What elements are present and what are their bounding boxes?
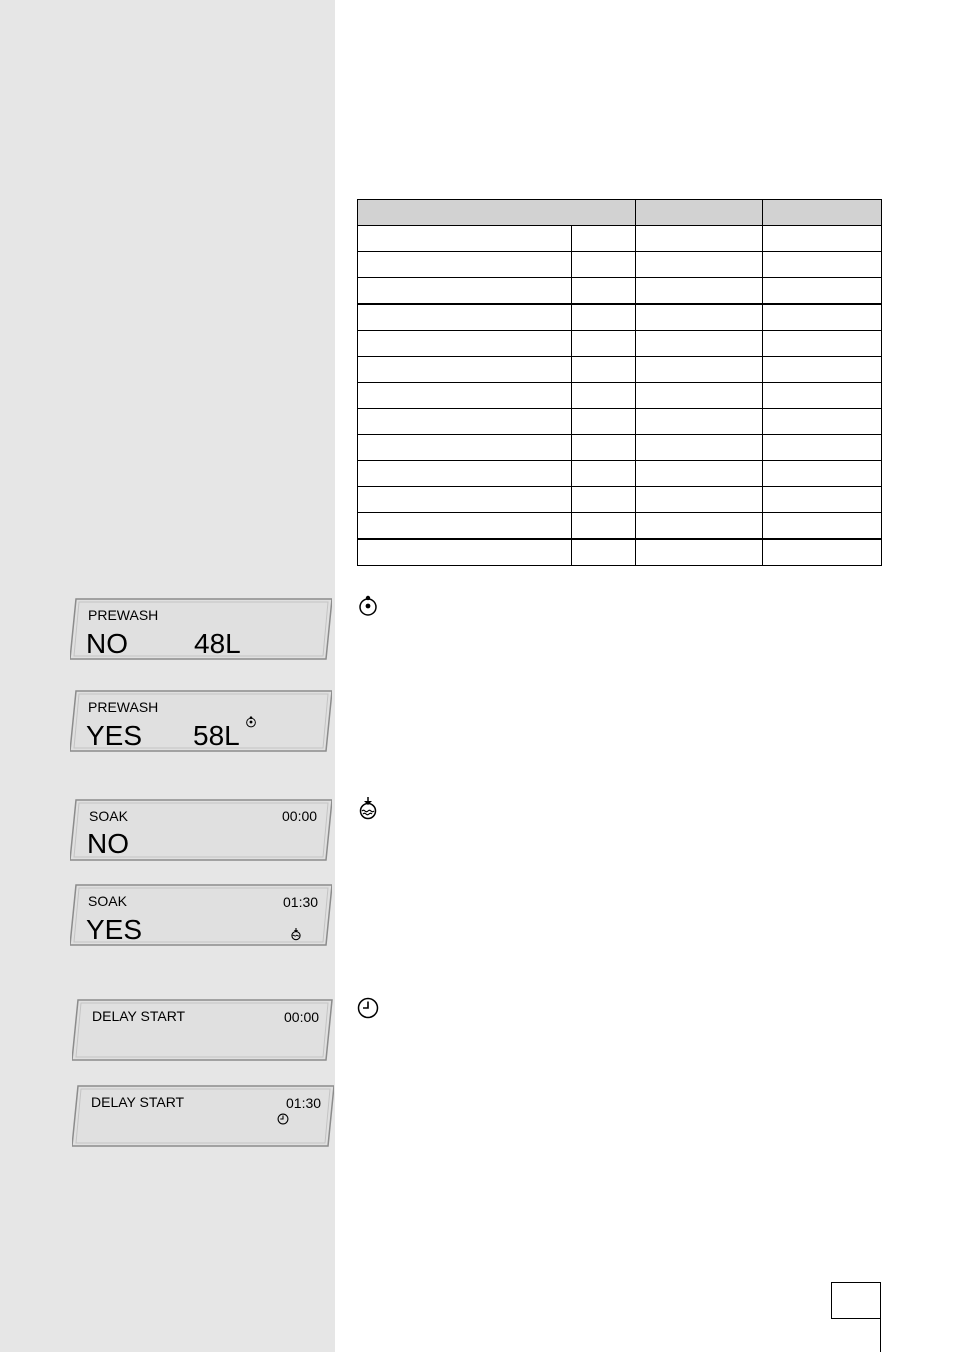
table-cell	[636, 383, 763, 409]
table-cell	[572, 461, 636, 487]
table-grid	[357, 199, 882, 566]
table-cell	[358, 278, 572, 305]
table-row	[358, 513, 882, 540]
table-cell	[763, 539, 882, 566]
table-row	[358, 226, 882, 252]
table-cell	[358, 513, 572, 540]
lcd-time: 01:30	[283, 894, 319, 910]
table-cell	[572, 226, 636, 252]
table-cell	[572, 435, 636, 461]
lcd-label: PREWASH	[88, 699, 159, 715]
table-cell	[358, 304, 572, 331]
lcd-time: 01:30	[286, 1095, 322, 1111]
table-header-row	[358, 200, 882, 226]
table-cell	[763, 461, 882, 487]
table-row	[358, 331, 882, 357]
lcd-soak-yes	[70, 884, 332, 946]
lcd-time: 00:00	[282, 808, 318, 824]
table-cell	[358, 409, 572, 435]
table-cell	[636, 539, 763, 566]
table-cell	[358, 226, 572, 252]
table-row	[358, 252, 882, 278]
program-table	[357, 199, 881, 566]
lcd-label: PREWASH	[88, 607, 159, 623]
table-cell	[763, 252, 882, 278]
table-cell	[636, 461, 763, 487]
clock-icon	[277, 1113, 289, 1125]
lcd-delay-start-on	[72, 1085, 334, 1147]
table-row	[358, 487, 882, 513]
table-header-cell	[358, 200, 636, 226]
table-cell	[763, 357, 882, 383]
lcd-litres: 48L	[194, 628, 241, 659]
table-cell	[763, 226, 882, 252]
table-cell	[572, 383, 636, 409]
table-cell	[636, 278, 763, 305]
table-cell	[636, 513, 763, 540]
lcd-label: DELAY START	[92, 1008, 186, 1024]
table-cell	[636, 409, 763, 435]
table-cell	[358, 252, 572, 278]
table-cell	[636, 226, 763, 252]
lcd-label: DELAY START	[91, 1094, 185, 1110]
lcd-value: NO	[87, 828, 129, 859]
table-cell	[636, 331, 763, 357]
prewash-icon	[357, 594, 379, 618]
table-row	[358, 435, 882, 461]
lcd-prewash-yes	[70, 690, 332, 752]
lcd-delay-start-off	[72, 999, 334, 1061]
lcd-value: NO	[86, 628, 128, 659]
table-cell	[636, 435, 763, 461]
table-cell	[358, 539, 572, 566]
table-cell	[763, 435, 882, 461]
table-cell	[763, 513, 882, 540]
table-cell	[572, 278, 636, 305]
table-row	[358, 409, 882, 435]
table-cell	[358, 357, 572, 383]
table-cell	[572, 409, 636, 435]
table-cell	[358, 435, 572, 461]
table-cell	[636, 357, 763, 383]
table-row	[358, 461, 882, 487]
table-cell	[358, 461, 572, 487]
table-row	[358, 539, 882, 566]
table-cell	[572, 513, 636, 540]
table-cell	[636, 487, 763, 513]
table-cell	[358, 383, 572, 409]
table-cell	[572, 357, 636, 383]
table-row	[358, 278, 882, 305]
table-cell	[572, 252, 636, 278]
table-cell	[572, 304, 636, 331]
clock-icon	[357, 997, 379, 1019]
table-cell	[763, 304, 882, 331]
table-cell	[763, 278, 882, 305]
table-cell	[572, 331, 636, 357]
prewash-icon	[245, 715, 257, 729]
lcd-value: YES	[86, 720, 143, 751]
lcd-label: SOAK	[88, 893, 127, 909]
left-sidebar	[0, 0, 335, 1352]
table-cell	[636, 252, 763, 278]
table-cell	[763, 409, 882, 435]
page-edge-line	[880, 1318, 881, 1352]
table-cell	[763, 487, 882, 513]
lcd-prewash-no	[70, 598, 332, 660]
lcd-soak-no	[70, 799, 332, 861]
table-row	[358, 304, 882, 331]
lcd-value: YES	[86, 914, 143, 945]
lcd-time: 00:00	[284, 1009, 320, 1025]
table-cell	[763, 383, 882, 409]
table-header-cell	[763, 200, 882, 226]
soak-icon	[357, 796, 379, 820]
table-cell	[572, 487, 636, 513]
table-cell	[572, 539, 636, 566]
table-cell	[358, 487, 572, 513]
table-cell	[358, 331, 572, 357]
soak-icon	[290, 927, 302, 941]
table-cell	[763, 331, 882, 357]
table-row	[358, 383, 882, 409]
page-number-box	[831, 1282, 881, 1319]
table-cell	[636, 304, 763, 331]
table-header-cell	[636, 200, 763, 226]
table-row	[358, 357, 882, 383]
lcd-litres: 58L	[193, 720, 240, 751]
lcd-label: SOAK	[89, 808, 128, 824]
